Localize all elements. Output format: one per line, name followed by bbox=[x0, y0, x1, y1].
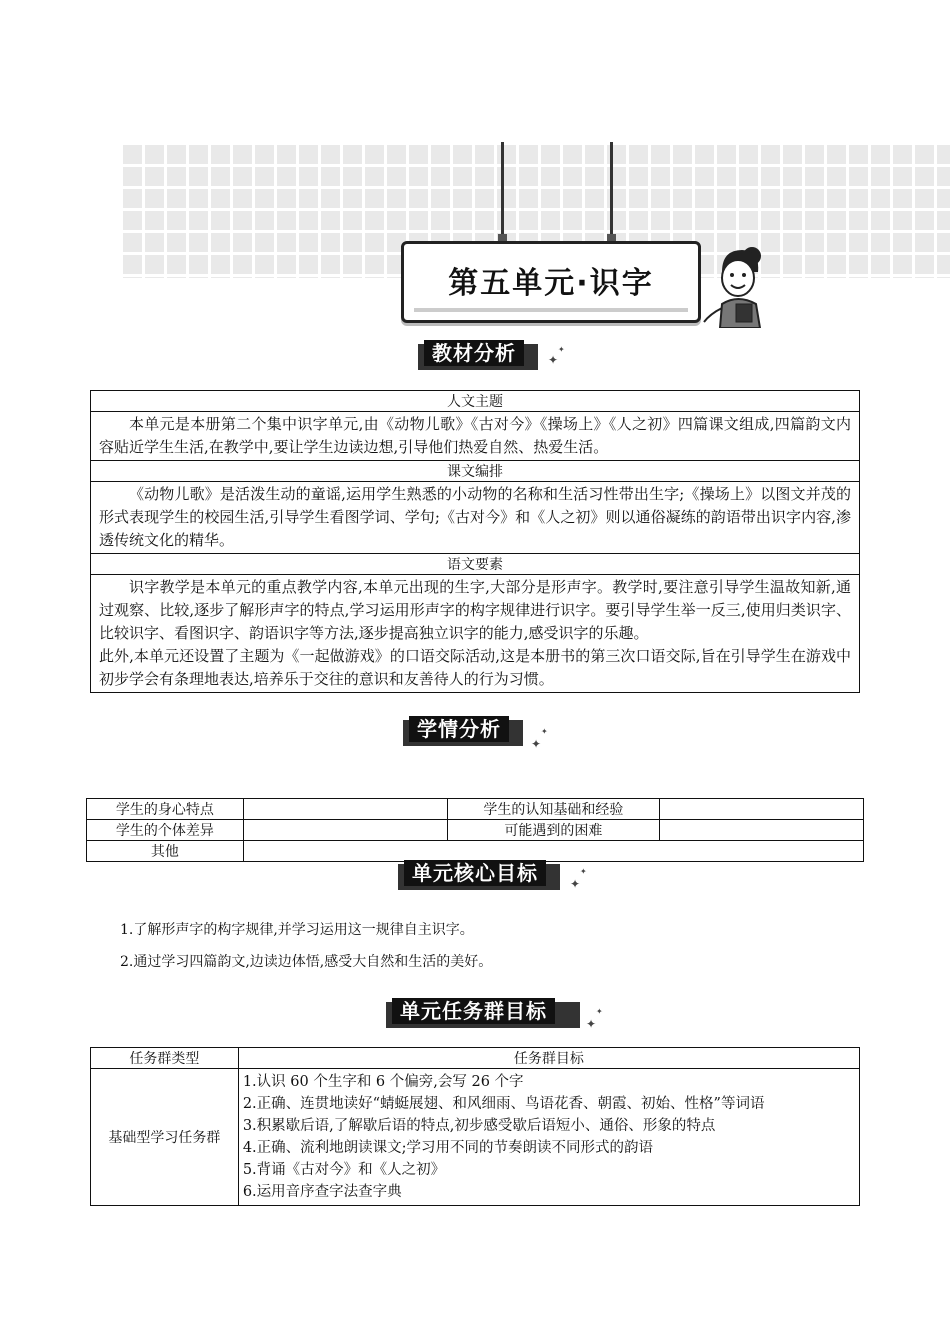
core-goal-item: 1.了解形声字的构字规律,并学习运用这一规律自主识字。 bbox=[120, 922, 474, 938]
elements-header: 语文要素 bbox=[91, 554, 860, 575]
section-header-core-goals: 单元核心目标 ✦ ✦ bbox=[398, 860, 598, 894]
other-label: 其他 bbox=[87, 841, 244, 862]
rope-knot-right bbox=[607, 234, 616, 241]
sparkle-icon: ✦ bbox=[586, 1017, 597, 1031]
cognitive-label: 学生的认知基础和经验 bbox=[447, 799, 660, 820]
humanities-header: 人文主题 bbox=[91, 391, 860, 412]
teacher-illustration-icon bbox=[700, 242, 776, 328]
sparkle-icon: ✦ bbox=[531, 737, 542, 751]
section-header-learner-analysis: 学情分析 ✦ ✦ bbox=[403, 716, 553, 750]
task-goal-item: 4.正确、流利地朗读课文;学习用不同的节奏朗读不同形式的韵语 bbox=[242, 1140, 654, 1156]
task-type-value: 基础型学习任务群 bbox=[91, 1069, 239, 1206]
rope-knot-left bbox=[498, 234, 507, 241]
sparkle-icon: ✦ bbox=[580, 867, 587, 876]
physical-value[interactable] bbox=[243, 799, 447, 820]
differences-label: 学生的个体差异 bbox=[87, 820, 244, 841]
differences-value[interactable] bbox=[243, 820, 447, 841]
cognitive-value[interactable] bbox=[660, 799, 864, 820]
unit-title: 第五单元·识字 bbox=[448, 266, 654, 301]
sparkle-icon: ✦ bbox=[596, 1007, 603, 1016]
task-goals-table bbox=[90, 1047, 860, 1206]
sparkle-icon: ✦ bbox=[541, 727, 548, 736]
section-header-material-analysis: 教材分析 ✦ ✦ bbox=[418, 340, 568, 374]
hanging-rope-right bbox=[610, 142, 613, 238]
task-goal-item: 6.运用音序查字法查字典 bbox=[242, 1184, 402, 1200]
sparkle-icon: ✦ bbox=[548, 353, 559, 367]
physical-label: 学生的身心特点 bbox=[87, 799, 244, 820]
material-analysis-table bbox=[90, 390, 860, 693]
arrangement-header: 课文编排 bbox=[91, 461, 860, 482]
task-type-header: 任务群类型 bbox=[91, 1048, 239, 1069]
elements-text-2: 此外,本单元还设置了主题为《一起做游戏》的口语交际活动,这是本册书的第三次口语交际,旨在引导学生在游戏中初步学会有条理地表达,培养乐于交往的意识和友善待人的行为习惯。 bbox=[99, 647, 851, 688]
section-header-task-goals: 单元任务群目标 ✦ ✦ bbox=[386, 998, 616, 1032]
arrangement-text: 《动物儿歌》是活泼生动的童谣,运用学生熟悉的小动物的名称和生活习性带出生字;《操场上》以图文并茂的形式表现学生的校园生活,引导学生看图学词、学句;《古对今》和《人之初》则以通俗凝练的韵语带出识字内容,渗透传统文化的精华。 bbox=[91, 482, 860, 554]
elements-cell bbox=[91, 575, 860, 693]
other-value[interactable] bbox=[243, 841, 863, 862]
sparkle-icon: ✦ bbox=[558, 345, 565, 354]
task-goal-item: 2.正确、连贯地读好“蜻蜓展翅、和风细雨、鸟语花香、朝霞、初始、性格”等词语 bbox=[242, 1096, 765, 1112]
difficulties-label: 可能遇到的困难 bbox=[447, 820, 660, 841]
difficulties-value[interactable] bbox=[660, 820, 864, 841]
unit-title-board bbox=[401, 241, 701, 323]
sparkle-icon: ✦ bbox=[570, 877, 581, 891]
task-goal-item: 5.背诵《古对今》和《人之初》 bbox=[242, 1162, 446, 1178]
core-goal-item: 2.通过学习四篇韵文,边读边体悟,感受大自然和生活的美好。 bbox=[120, 954, 493, 970]
humanities-text: 本单元是本册第二个集中识字单元,由《动物儿歌》《古对今》《操场上》《人之初》四篇课文组成,四篇韵文内容贴近学生生活,在教学中,要让学生边读边想,引导他们热爱自然、热爱生活。 bbox=[91, 412, 860, 461]
elements-text-1: 识字教学是本单元的重点教学内容,本单元出现的生字,大部分是形声字。教学时,要注意引导学生温故知新,通过观察、比较,逐步了解形声字的特点,学习运用形声字的构字规律进行识字。要引导学生举一反三,使用归类识字、比较识字、看图识字、韵语识字等方法,逐步提高独立识字的能力,感受识字的乐趣。 bbox=[99, 578, 851, 642]
task-goal-item: 1.认识 60 个生字和 6 个偏旁,会写 26 个字 bbox=[242, 1074, 524, 1090]
core-goals-list bbox=[120, 914, 492, 978]
hanging-rope-left bbox=[501, 142, 504, 238]
learner-analysis-table bbox=[86, 798, 864, 862]
task-goal-item: 3.积累歇后语,了解歇后语的特点,初步感受歇后语短小、通俗、形象的特点 bbox=[242, 1118, 716, 1134]
task-goal-list bbox=[238, 1069, 859, 1206]
task-goal-header: 任务群目标 bbox=[238, 1048, 859, 1069]
